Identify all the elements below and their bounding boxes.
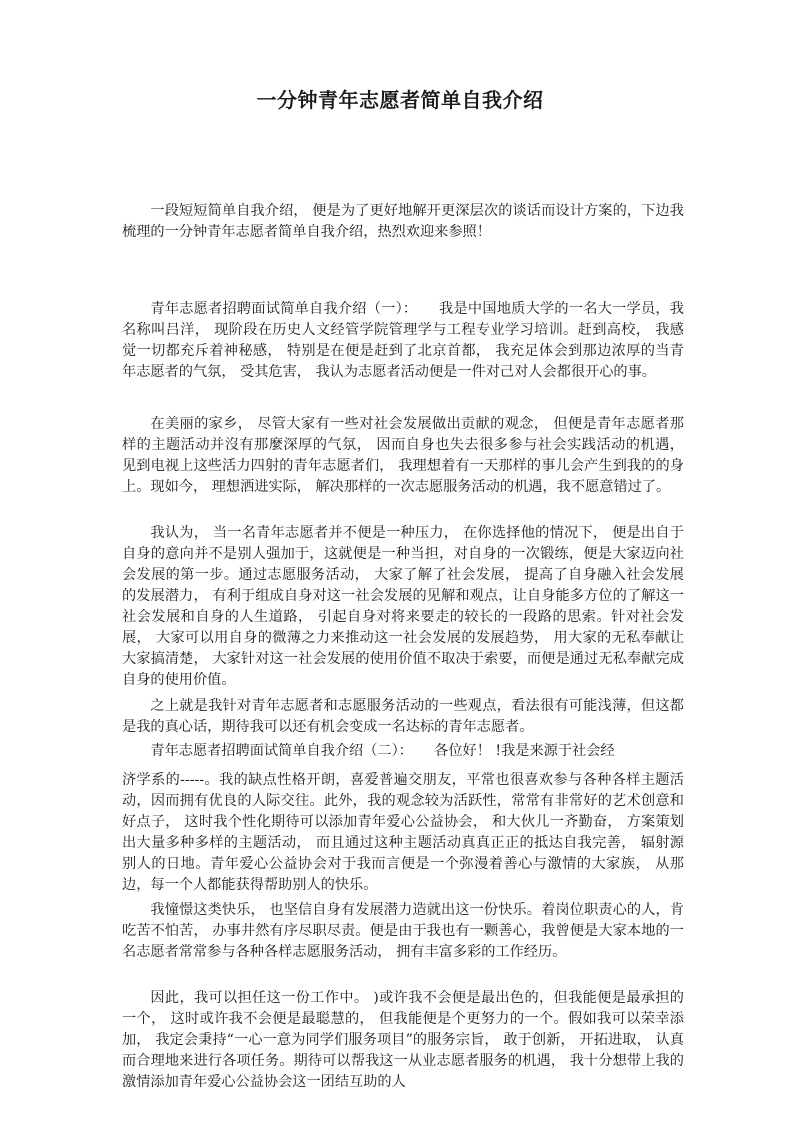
paragraph-7: 我憧憬这类快乐， 也坚信自身有发展潜力造就出这一份快乐。着岗位职责心的人，肯吃苦不怕苦， 办事井然有序尽职尽责。便是由于我也有一颗善心，我曾便是大家本地的一名志愿者常常参与各种各样志愿服务活动， 拥有丰富多彩的工作经历。 (122, 902, 684, 960)
paragraph-3: 我认为， 当一名青年志愿者并不便是一种压力， 在你选择他的情况下， 便是出自于自身的意向并不是别人强加于，这就便是一种当担，对自身的一次锻练，便是大家迈向社会发展的第一步。通过志愿服务活动， 大家了解了社会发展， 提高了自身融入社会发展的发展潜力， 有利于组成自身对这一社会发展的见解和观点，让自身能多方位的了解这一社会发展和自身的人生道路， 引起自身对将来要走的较长的一段路的思索。针对社会发展， 大家可以用自身的微薄之力来推动这一社会发展的发展趋势， 用大家的无私奉献让大家搞清楚， 大家针对这一社会发展的使用价值不取决于索要，而便是通过无私奉献完成自身的使用价值。 (122, 525, 684, 688)
paragraph-8: 因此，我可以担任这一份工作中。 )或许我不会便是最出色的，但我能便是最承担的一个， 这时或许我不会便是最聪慧的， 但我能便是个更努力的一个。假如我可以荣幸添加， 我定会秉持“一心一意为同学们服务项目”的服务宗旨， 敢于创新， 开拓进取， 认真而合理地来进行各项任务。期待可以帮我这一从业志愿者服务的机遇， 我十分想带上我的激情添加青年爱心公益协会这一团结互助的人 (122, 990, 684, 1090)
paragraph-6: 济学系的-----。我的缺点性格开朗，喜爱普遍交朋友，平常也很喜欢参与各种各样主题活动，因而拥有优良的人际交往。此外，我的观念较为活跃性，常常有非常好的艺术创意和好点子， 这时我个性化期待可以添加青年爱心公益协会， 和大伙儿一齐勤奋， 方案策划出大量多种多样的主题活动， 而且通过这种主题活动真真正正的抵达自我完善， 辐射源别人的日地。青年爱心公益协会对于我而言便是一个弥漫着善心与激情的大家族， 从那边，每一个人都能获得帮助别人的快乐。 (122, 772, 684, 893)
paragraph-2: 在美丽的家乡， 尽管大家有一些对社会发展做出贡献的观念， 但便是青年志愿者那样的主题活动并沒有那麼深厚的气氛， 因而自身也失去很多参与社会实践活动的机遇， 见到电视上这些活力四射的青年志愿者们， 我理想着有一天那样的事儿会产生到我的的身上。现如今， 理想洒进实际， 解决那样的一次志愿服务活动的机遇，我不愿意错过了。 (122, 416, 684, 495)
page-title: 一分钟青年志愿者简单自我介绍 (256, 88, 544, 112)
paragraph-4: 之上就是我针对青年志愿者和志愿服务活动的一些观点，看法很有可能浅薄，但这都是我的真心话，期待我可以还有机会变成一名达标的青年志愿者。 (122, 698, 684, 735)
paragraph-5: 青年志愿者招聘面试简单自我介绍（二）： 各位好！ !我是来源于社会经 (150, 743, 615, 759)
paragraph-1: 青年志愿者招聘面试简单自我介绍（一）： 我是中国地质大学的一名大一学员，我名称叫吕洋， 现阶段在历史人文经管学院管理学与工程专业学习培训。赶到高校， 我感觉一切都充斥着神秘感， 特别是在便是赶到了北京首都， 我充足体会到那边浓厚的当青年志愿者的气氛， 受其危害， 我认为志愿者活动便是一件对己对人会都很开心的事。 (122, 301, 684, 380)
intro-paragraph: 一段短短简单自我介绍， 便是为了更好地解开更深层次的谈话而设计方案的，下边我梳理的一分钟青年志愿者简单自我介绍，热烈欢迎来参照！ (122, 203, 684, 240)
